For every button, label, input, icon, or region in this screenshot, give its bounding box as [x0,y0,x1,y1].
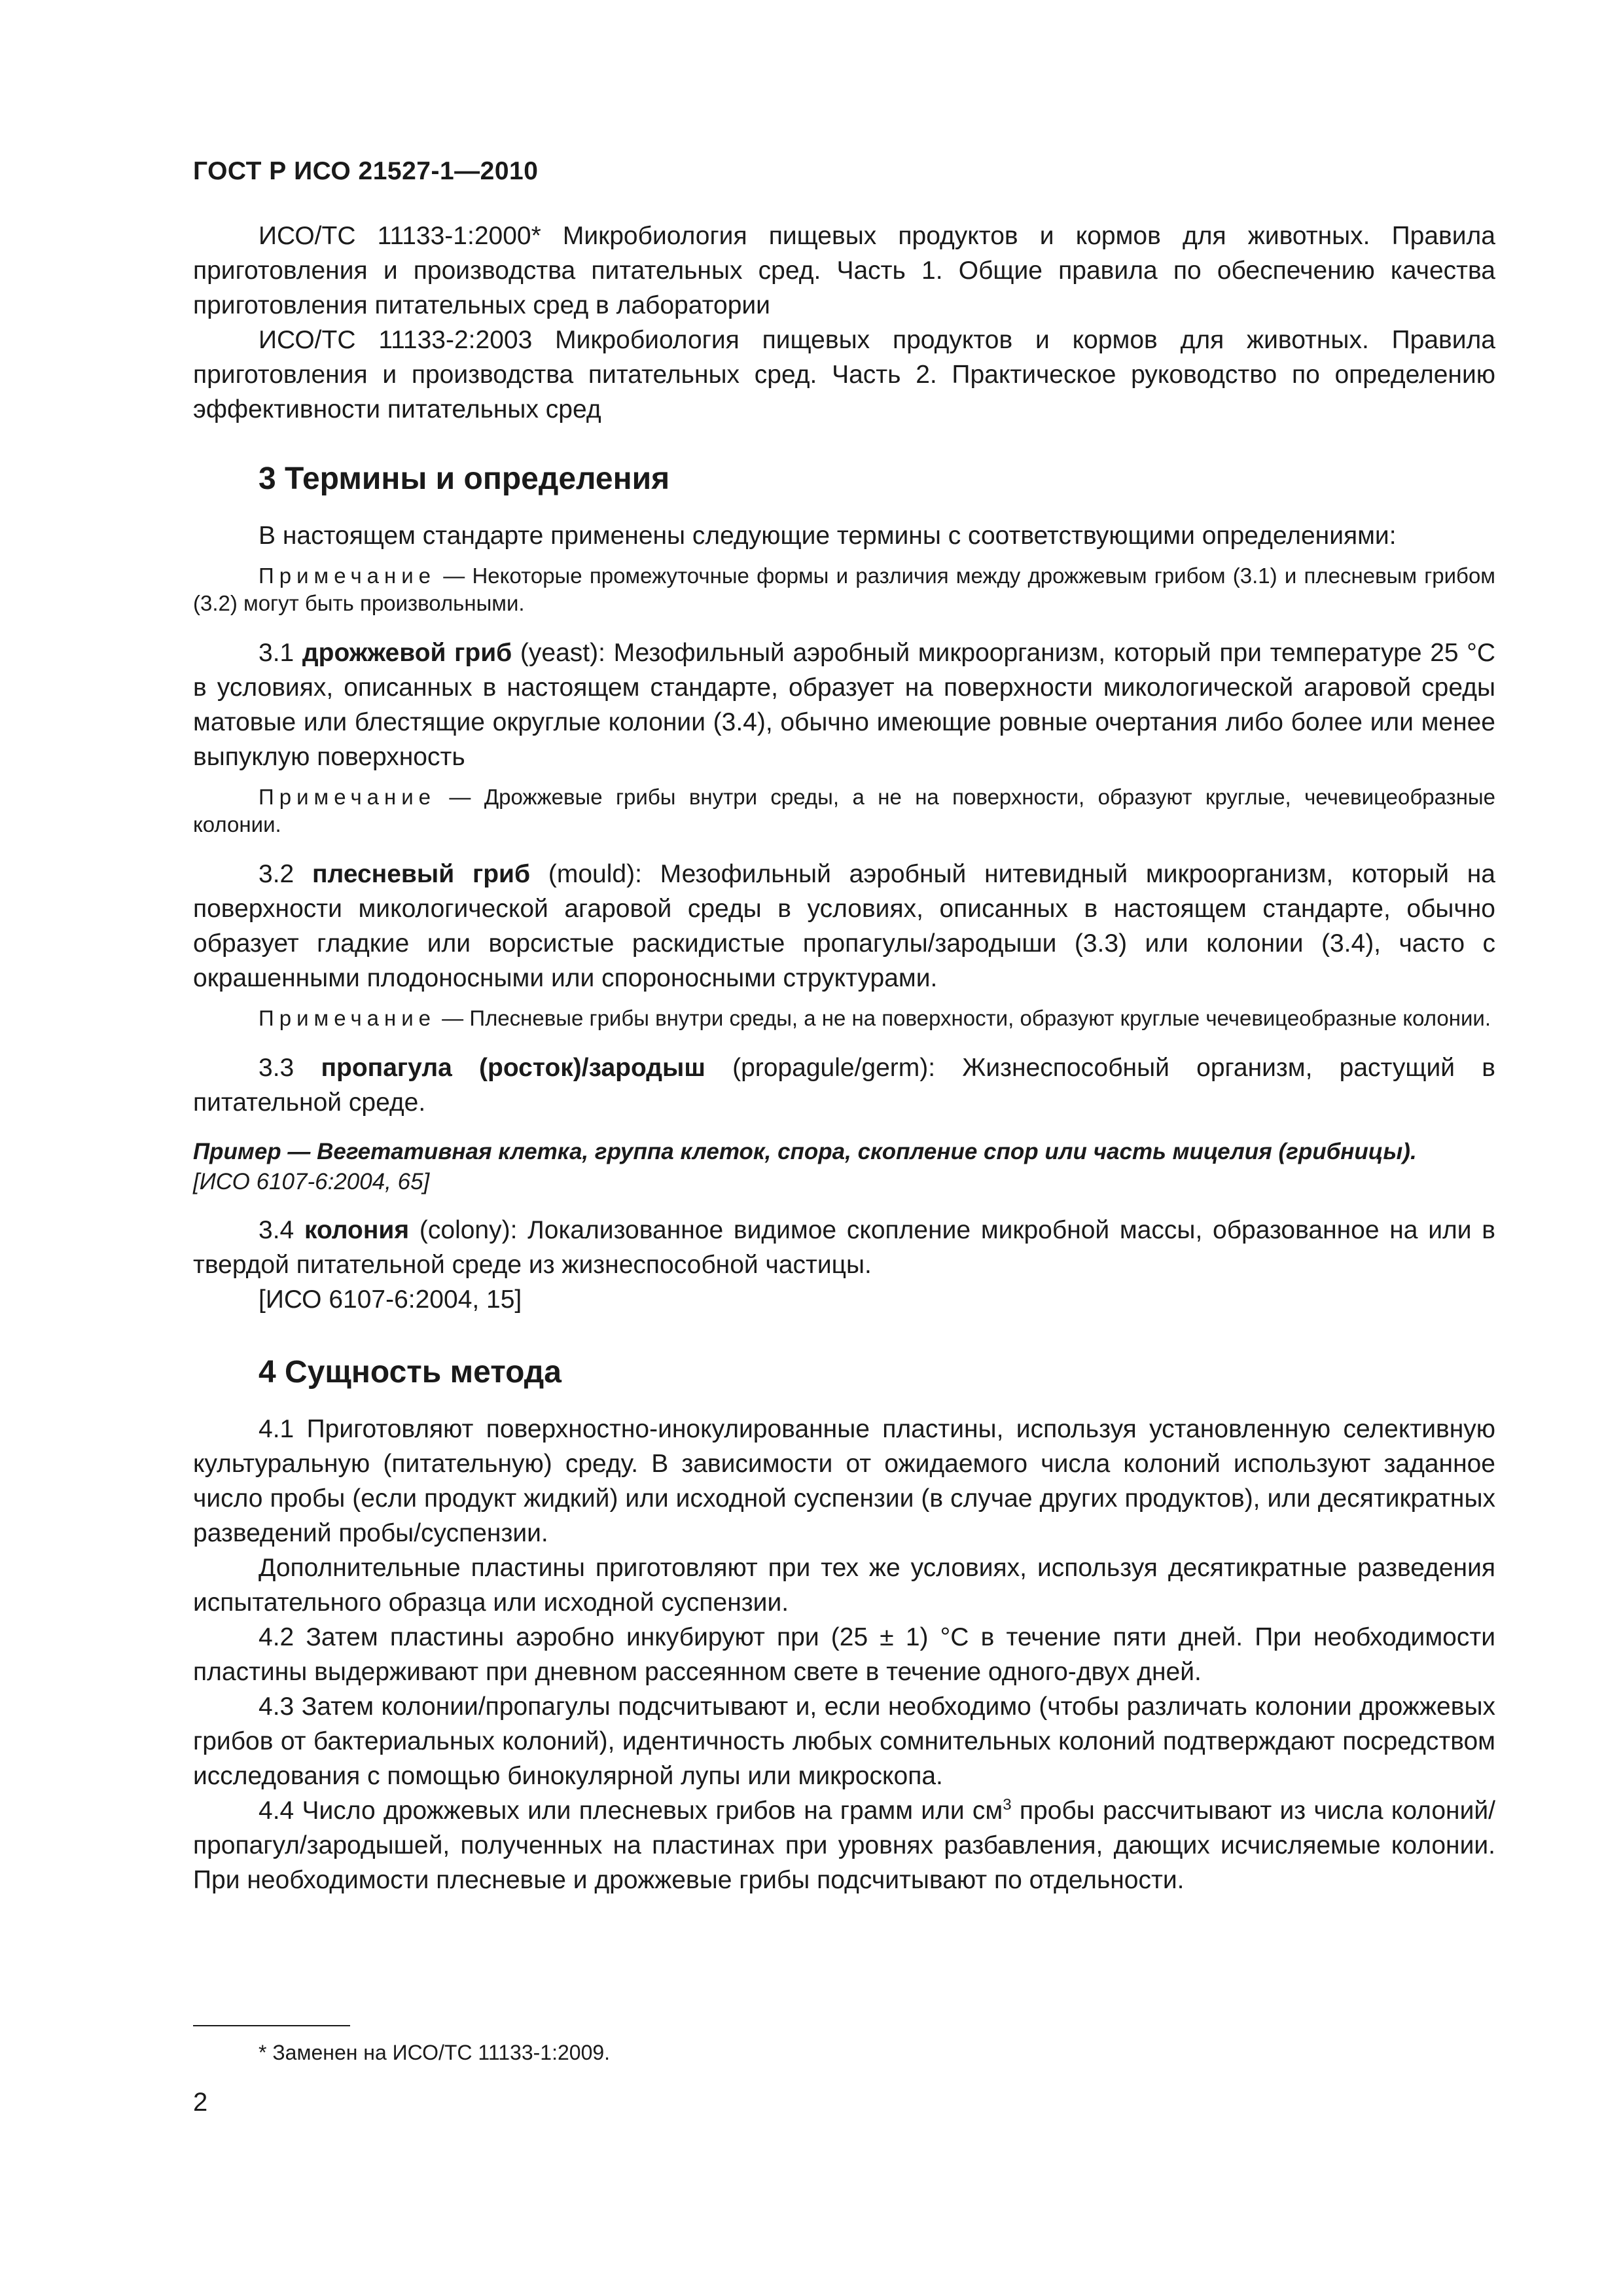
section-heading: 3 Термины и определения [259,461,670,496]
term-number: 3.1 [259,639,302,667]
clause-text: пробы рассчитывают из числа колоний/пропагул/зародышей, полученных на пластинах при уровнях разбавления, дающих исчисляемые колонии. При необходимости плесневые и дрожжевые грибы подсчитывают по отдельности. [193,1797,1495,1894]
note-paragraph [193,562,1495,617]
term-definition: (colony): Локализованное видимое скопление микробной массы, образованное на или в твердой питательной среде из жизнеспособной частицы. [193,1216,1495,1279]
term-source: [ИСО 6107-6:2004, 15] [259,1285,522,1314]
term-name: плесневый гриб [312,860,531,888]
note-text: — Некоторые промежуточные формы и различия между дрожжевым грибом (3.1) и плесневым грибом (3.2) могут быть произвольными. [193,564,1495,615]
term-example: Пример — Вегетативная клетка, группа клеток, спора, скопление спор или часть мицелия (грибницы). [193,1139,1417,1164]
term-definition: (propagule/germ): Жизнеспособный организм, растущий в питательной среде. [193,1054,1495,1117]
note-paragraph [193,783,1495,838]
reference-item: ИСО/ТС 11133-1:2000* Микробиология пищевых продуктов и кормов для животных. Правила приготовления и производства питательных сред. Часть 1. Общие правила по обеспечению качества приготовления питательных сред в лаборатории [193,222,1495,319]
clause-4-3: 4.3 Затем колонии/пропагулы подсчитывают и, если необходимо (чтобы различать колонии дрожжевых грибов от бактериальных колоний), идентичность любых сомнительных колоний подтверждают посредством исследования с помощью бинокулярной лупы или микроскопа. [193,1693,1495,1790]
section-heading: 4 Сущность метода [259,1355,562,1390]
clause-text: 4.4 Число дрожжевых или плесневых грибов на грамм или см [259,1797,1003,1825]
note-label: Примечание [259,1006,437,1030]
superscript: 3 [1003,1796,1012,1814]
note-text: — Дрожжевые грибы внутри среды, а не на поверхности, образуют круглые, чечевицеобразные колонии. [193,785,1495,836]
term-source: [ИСО 6107-6:2004, 65] [193,1169,430,1194]
term-number: 3.3 [259,1054,321,1082]
term-3-3 [193,1050,1495,1120]
term-3-1 [193,636,1495,774]
footnote: * Заменен на ИСО/ТС 11133-1:2009. [259,2041,611,2064]
term-name: пропагула (росток)/зародыш [321,1054,705,1082]
section-intro: В настоящем стандарте применены следующие термины с соответствующими определениями: [259,522,1397,550]
clause-4-2: 4.2 Затем пластины аэробно инкубируют при (25 ± 1) °С в течение пяти дней. При необходимости пластины выдерживают при дневном рассеянном свете в течение одного-двух дней. [193,1623,1495,1686]
clause-4-1-continued: Дополнительные пластины приготовляют при тех же условиях, используя десятикратные разведения испытательного образца или исходной суспензии. [193,1554,1495,1617]
clause-4-4 [193,1793,1495,1897]
note-text: — Плесневые грибы внутри среды, а не на поверхности, образуют круглые чечевицеобразные колонии. [436,1006,1491,1030]
term-number: 3.2 [259,860,312,888]
reference-item: ИСО/ТС 11133-2:2003 Микробиология пищевых продуктов и кормов для животных. Правила приготовления и производства питательных сред. Часть 2. Практическое руководство по определению эффективности питательных сред [193,326,1495,423]
term-name: дрожжевой гриб [302,639,512,667]
term-3-2 [193,857,1495,996]
term-definition: (mould): Мезофильный аэробный нитевидный микроорганизм, который на поверхности микологической агаровой среды в условиях, описанных в настоящем стандарте, обычно образует гладкие или ворсистые раскидистые пропагулы/зародыши (3.3) или колонии (3.4), часто с окрашенными плодоносными или спороносными структурами. [193,860,1495,992]
page-number: 2 [193,2088,208,2117]
note-label: Примечание [259,785,437,809]
term-3-4 [193,1213,1495,1282]
term-name: колония [304,1216,410,1244]
document-page [193,157,1495,1897]
term-number: 3.4 [259,1216,304,1244]
normative-references [193,219,1495,427]
term-definition: (yeast): Мезофильный аэробный микроорганизм, который при температуре 25 °С в условиях, описанных в настоящем стандарте, образует на поверхности микологической агаровой среды матовые или блестящие округлые колонии (3.4), обычно имеющие ровные очертания либо более или менее выпуклую поверхность [193,639,1495,771]
clause-4-1: 4.1 Приготовляют поверхностно-инокулированные пластины, используя установленную селективную культуральную (питательную) среду. В зависимости от ожидаемого числа колоний используют заданное число пробы (если продукт жидкий) или исходной суспензии (в случае других продуктов), или десятикратных разведений пробы/суспензии. [193,1415,1495,1547]
document-header: ГОСТ Р ИСО 21527-1—2010 [193,157,539,185]
note-label: Примечание [259,564,437,588]
footnote-divider [193,2025,350,2026]
note-paragraph [193,1005,1495,1032]
